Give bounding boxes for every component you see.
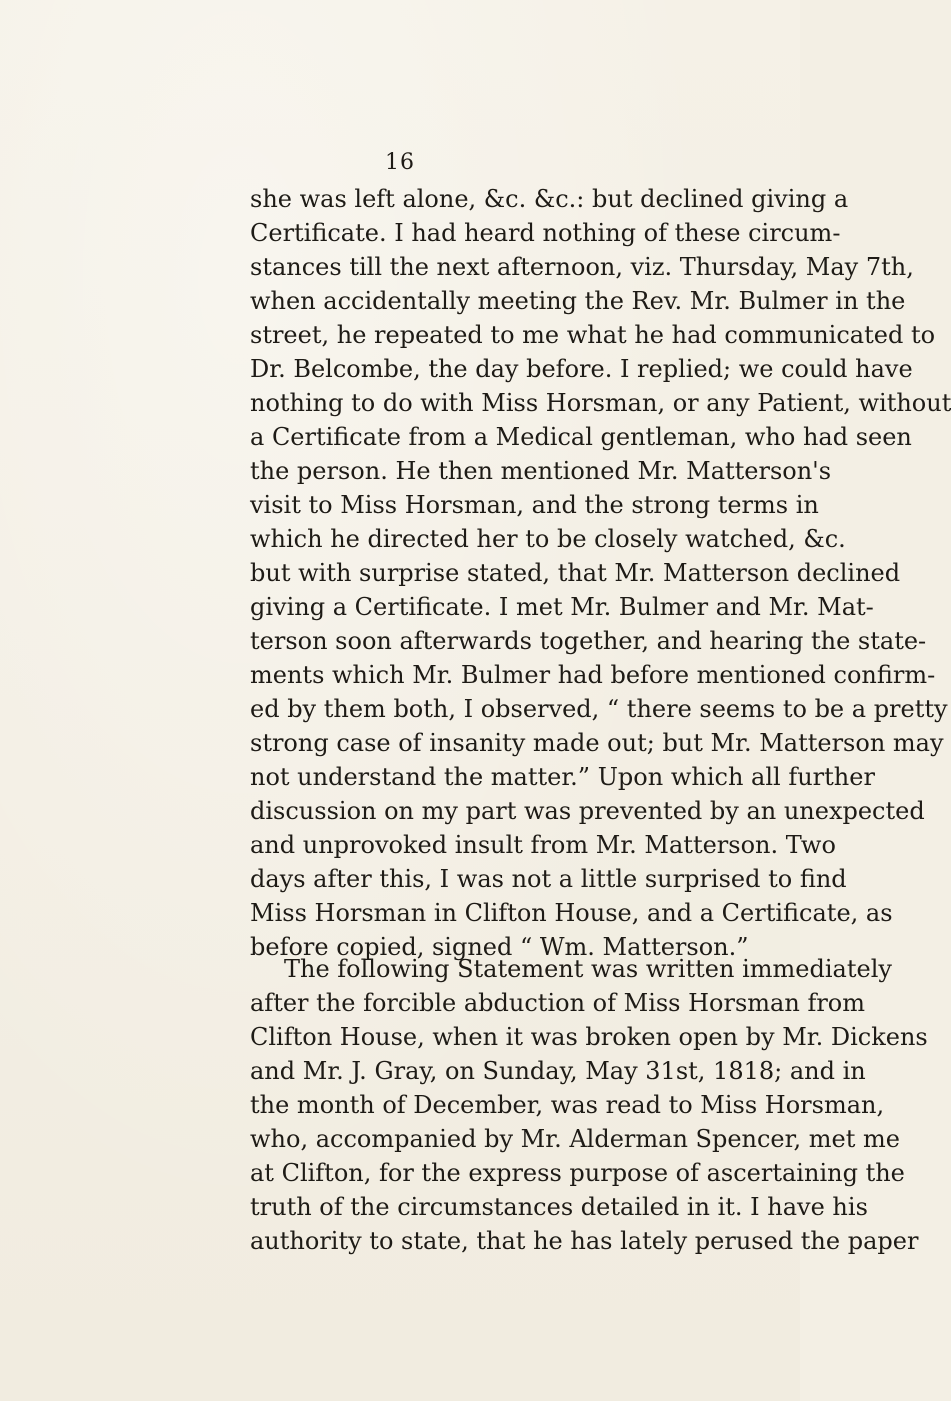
text-line: not understand the matter.” Upon which all further [250, 763, 875, 791]
text-line: and Mr. J. Gray, on Sunday, May 31st, 1818; and in [250, 1057, 866, 1085]
page-number: 16 [385, 150, 415, 175]
text-line: the person. He then mentioned Mr. Matterson's [250, 457, 832, 485]
text-line: and unprovoked insult from Mr. Matterson. Two [250, 831, 836, 859]
text-line: ed by them both, I observed, “ there seems to be a pretty [250, 695, 948, 723]
text-line: Dr. Belcombe, the day before. I replied; we could have [250, 355, 913, 383]
text-line: before copied, signed “ Wm. Matterson.” [250, 933, 749, 961]
text-line: she was left alone, &c. &c.: but declined giving a [250, 185, 849, 213]
text-line: a Certificate from a Medical gentleman, who had seen [250, 423, 912, 451]
text-line: when accidentally meeting the Rev. Mr. Bulmer in the [250, 287, 906, 315]
text-line: street, he repeated to me what he had communicated to [250, 321, 936, 349]
text-line: Certificate. I had heard nothing of these circum- [250, 219, 841, 247]
text-line: discussion on my part was prevented by an unexpected [250, 797, 925, 825]
text-line: Clifton House, when it was broken open by Mr. Dickens [250, 1023, 928, 1051]
text-line: stances till the next afternoon, viz. Thursday, May 7th, [250, 253, 914, 281]
text-line: who, accompanied by Mr. Alderman Spencer, met me [250, 1125, 900, 1153]
text-line: but with surprise stated, that Mr. Matterson declined [250, 559, 901, 587]
text-line: giving a Certificate. I met Mr. Bulmer and Mr. Mat- [250, 593, 874, 621]
text-line: terson soon afterwards together, and hearing the state- [250, 627, 927, 655]
text-line: truth of the circumstances detailed in it. I have his [250, 1193, 868, 1221]
text-line: days after this, I was not a little surprised to find [250, 865, 847, 893]
text-line: after the forcible abduction of Miss Horsman from [250, 989, 866, 1017]
text-line: strong case of insanity made out; but Mr. Matterson may [250, 729, 944, 757]
text-line: The following Statement was written immediately [284, 955, 892, 983]
text-line: the month of December, was read to Miss Horsman, [250, 1091, 885, 1119]
text-line: ments which Mr. Bulmer had before mentioned confirm- [250, 661, 936, 689]
text-line: Miss Horsman in Clifton House, and a Certificate, as [250, 899, 893, 927]
text-line: at Clifton, for the express purpose of ascertaining the [250, 1159, 905, 1187]
text-line: which he directed her to be closely watched, &c. [250, 525, 846, 553]
text-line: authority to state, that he has lately perused the paper [250, 1227, 919, 1255]
text-line: nothing to do with Miss Horsman, or any Patient, without [250, 389, 951, 417]
text-line: visit to Miss Horsman, and the strong terms in [250, 491, 819, 519]
